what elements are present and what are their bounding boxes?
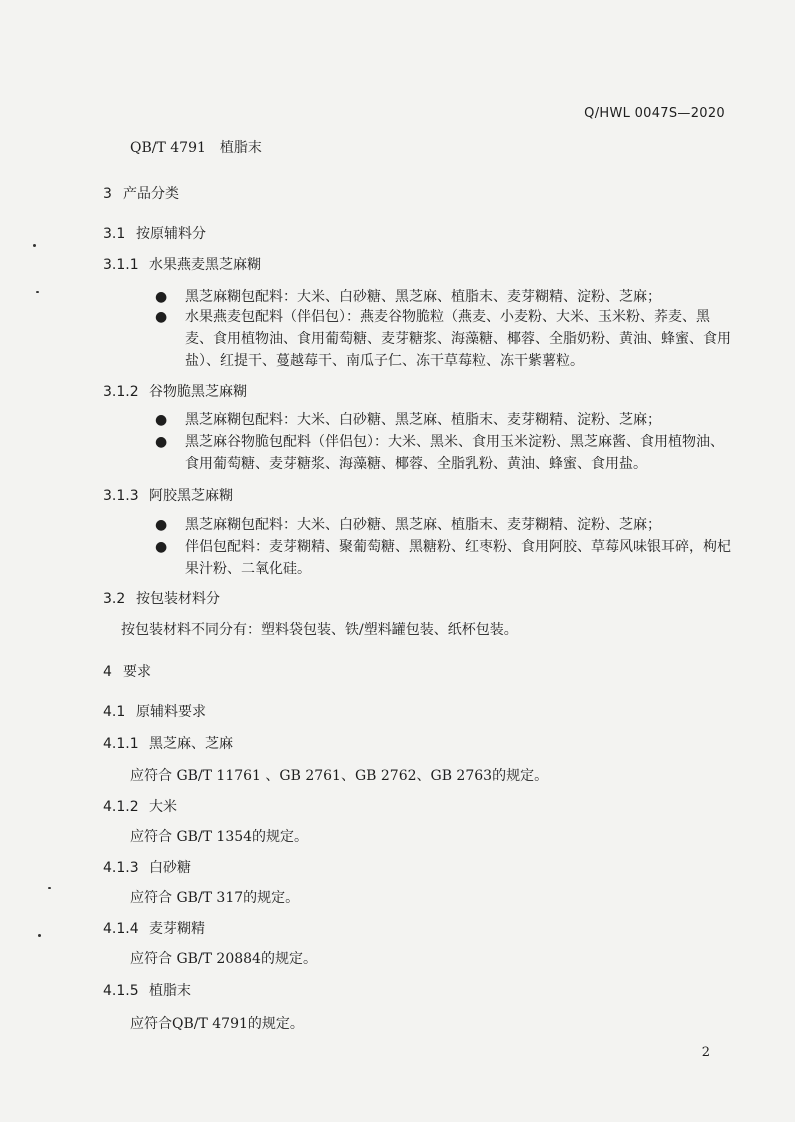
scan-speck (33, 244, 36, 247)
section-title: 要求 (123, 664, 151, 680)
section-3-1-2-heading (103, 381, 247, 401)
section-3-1-heading (103, 223, 206, 243)
section-number: 3.1.1 (103, 257, 139, 273)
section-number: 4.1.3 (103, 860, 139, 876)
section-title: 按包装材料分 (136, 591, 220, 607)
scan-speck (38, 934, 41, 937)
section-3-1-1-heading (103, 254, 261, 274)
section-number: 3.1 (103, 226, 126, 242)
section-number: 3.1.3 (103, 488, 139, 504)
standard-code: Q/HWL 0047S—2020 (584, 106, 725, 121)
section-title: 黑芝麻、芝麻 (149, 736, 233, 752)
scan-speck (36, 291, 39, 293)
list-item-text: 黑芝麻谷物脆包配料（伴侣包）：大米、黑米、食用玉米淀粉、黑芝麻酱、食用植物油、食用葡萄糖、麦芽糖浆、海藻糖、椰蓉、全脂乳粉、黄油、蜂蜜、食用盐。 (185, 434, 724, 472)
section-title: 白砂糖 (149, 860, 191, 876)
bullet-icon: ● (155, 309, 168, 325)
bullet-icon: ● (155, 517, 168, 533)
section-4-1-5-heading (103, 980, 191, 1000)
list-item (155, 536, 735, 580)
section-title: 谷物脆黑芝麻糊 (149, 384, 247, 400)
section-title: 原辅料要求 (136, 704, 206, 720)
section-number: 3.1.2 (103, 384, 139, 400)
list-item (155, 286, 735, 308)
reference-line: QB/T 4791 植脂末 (130, 140, 262, 156)
section-number: 4.1.5 (103, 983, 139, 999)
section-number: 4.1.4 (103, 921, 139, 937)
section-title: 植脂末 (149, 983, 191, 999)
list-item (155, 431, 735, 475)
list-item (155, 306, 735, 372)
section-number: 3.2 (103, 591, 126, 607)
section-3-1-3-heading (103, 485, 233, 505)
list-item-text: 伴侣包配料：麦芽糊精、聚葡萄糖、黑糖粉、红枣粉、食用阿胶、草莓风味银耳碎，枸杞果汁粉、二氧化硅。 (185, 539, 731, 577)
paragraph: 应符合 GB/T 1354的规定。 (130, 829, 309, 845)
scan-speck (48, 887, 51, 889)
section-title: 麦芽糊精 (149, 921, 205, 937)
section-number: 4.1.1 (103, 736, 139, 752)
list-item (155, 514, 735, 536)
section-number: 4.1 (103, 704, 126, 720)
paragraph: 应符合 GB/T 317的规定。 (130, 890, 300, 906)
section-number: 3 (103, 186, 112, 202)
section-number: 4.1.2 (103, 799, 139, 815)
section-title: 大米 (149, 799, 177, 815)
section-number: 4 (103, 664, 112, 680)
section-4-1-3-heading (103, 857, 191, 877)
section-title: 产品分类 (123, 186, 179, 202)
list-item-text: 黑芝麻糊包配料：大米、白砂糖、黑芝麻、植脂末、麦芽糊精、淀粉、芝麻； (185, 412, 661, 428)
list-item (155, 409, 735, 431)
section-title: 水果燕麦黑芝麻糊 (149, 257, 261, 273)
section-title: 阿胶黑芝麻糊 (149, 488, 233, 504)
section-4-1-1-heading (103, 733, 233, 753)
paragraph: 按包装材料不同分有：塑料袋包装、铁/塑料罐包装、纸杯包装。 (121, 622, 518, 638)
section-4-1-heading (103, 701, 206, 721)
section-4-1-2-heading (103, 796, 177, 816)
bullet-icon: ● (155, 289, 168, 305)
paragraph: 应符合QB/T 4791的规定。 (130, 1016, 304, 1032)
page-number: 2 (701, 1045, 710, 1060)
section-3-heading (103, 183, 179, 203)
bullet-icon: ● (155, 539, 168, 555)
section-4-1-4-heading (103, 918, 205, 938)
paragraph: 应符合 GB/T 11761 、GB 2761、GB 2762、GB 2763的规定。 (130, 768, 549, 784)
list-item-text: 黑芝麻糊包配料：大米、白砂糖、黑芝麻、植脂末、麦芽糊精、淀粉、芝麻； (185, 289, 661, 305)
bullet-icon: ● (155, 412, 168, 428)
list-item-text: 黑芝麻糊包配料：大米、白砂糖、黑芝麻、植脂末、麦芽糊精、淀粉、芝麻； (185, 517, 661, 533)
section-4-heading (103, 661, 151, 681)
bullet-icon: ● (155, 434, 168, 450)
list-item-text: 水果燕麦包配料（伴侣包）：燕麦谷物脆粒（燕麦、小麦粉、大米、玉米粉、荞麦、黑麦、食用植物油、食用葡萄糖、麦芽糖浆、海藻糖、椰蓉、全脂奶粉、黄油、蜂蜜、食用盐）、红提干、蔓越莓干、南瓜子仁、冻干草莓粒、冻干紫薯粒。 (185, 309, 731, 369)
paragraph: 应符合 GB/T 20884的规定。 (130, 951, 317, 967)
section-title: 按原辅料分 (136, 226, 206, 242)
section-3-2-heading (103, 588, 220, 608)
